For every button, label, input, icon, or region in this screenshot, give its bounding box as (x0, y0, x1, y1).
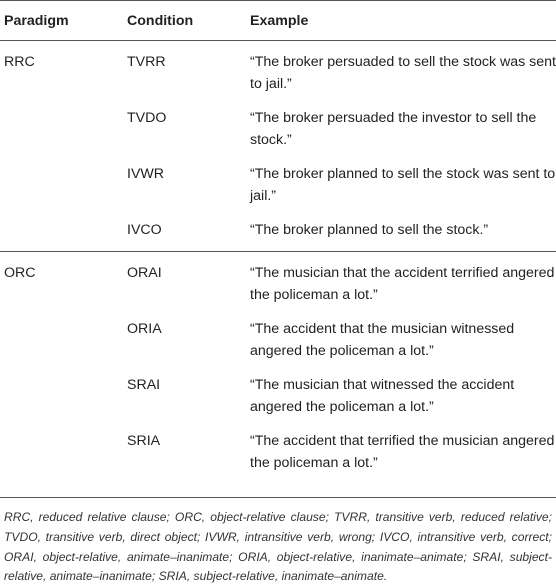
header-example: Example (250, 1, 556, 41)
table-footnote: RRC, reduced relative clause; ORC, object-relative clause; TVRR, transitive verb, reduced relative; TVDO, transitive verb, direct object; IVWR, intransitive verb, wrong; IVCO, intransitive verb, correct; ORAI, object-relative, animate–inanimate; ORIA, object-relative, inanimate–animate; SRAI, subject-relative, animate–inanimate; SRIA, subject-relative, inanimate–animate. (0, 497, 556, 587)
example-cell: “The broker planned to sell the stock.” (250, 213, 556, 252)
paradigm-cell-empty (0, 157, 127, 213)
paradigm-cell: RRC (4, 54, 35, 70)
example-cell: “The broker persuaded the investor to sell the stock.” (250, 110, 537, 148)
header-condition: Condition (127, 1, 250, 41)
paradigm-cell-empty (0, 312, 127, 368)
table-row (0, 213, 556, 252)
header-paradigm: Paradigm (0, 1, 127, 41)
paradigm-cell-empty (0, 101, 127, 157)
table-row (0, 157, 556, 213)
table-row (0, 41, 556, 102)
condition-cell: IVCO (127, 213, 250, 252)
table-row (0, 368, 556, 424)
table-row (0, 252, 556, 313)
paradigm-cell-empty (0, 213, 127, 252)
paradigm-cell-empty (0, 368, 127, 424)
example-cell: “The accident that terrified the musician angered the policeman a lot.” (250, 433, 555, 471)
header-row (0, 1, 556, 41)
example-cell: “The accident that the musician witnessed angered the policeman a lot.” (250, 321, 515, 359)
table-row (0, 424, 556, 480)
condition-cell: SRAI (127, 377, 161, 393)
table-row (0, 101, 556, 157)
condition-cell: TVDO (127, 110, 167, 126)
condition-cell: ORIA (127, 321, 162, 337)
example-cell: “The musician that the accident terrified angered the policeman a lot.” (250, 265, 555, 303)
condition-cell: ORAI (127, 265, 162, 281)
paradigm-cell-empty (0, 424, 127, 480)
condition-cell: TVRR (127, 54, 166, 70)
example-cell: “The broker planned to sell the stock was sent to jail.” (250, 166, 556, 204)
condition-cell: IVWR (127, 166, 165, 182)
condition-cell: SRIA (127, 433, 161, 449)
table-row (0, 312, 556, 368)
example-cell: “The broker persuaded to sell the stock was sent to jail.” (250, 54, 556, 92)
paradigm-cell: ORC (4, 265, 36, 281)
example-cell: “The musician that witnessed the accident angered the policeman a lot.” (250, 377, 515, 415)
